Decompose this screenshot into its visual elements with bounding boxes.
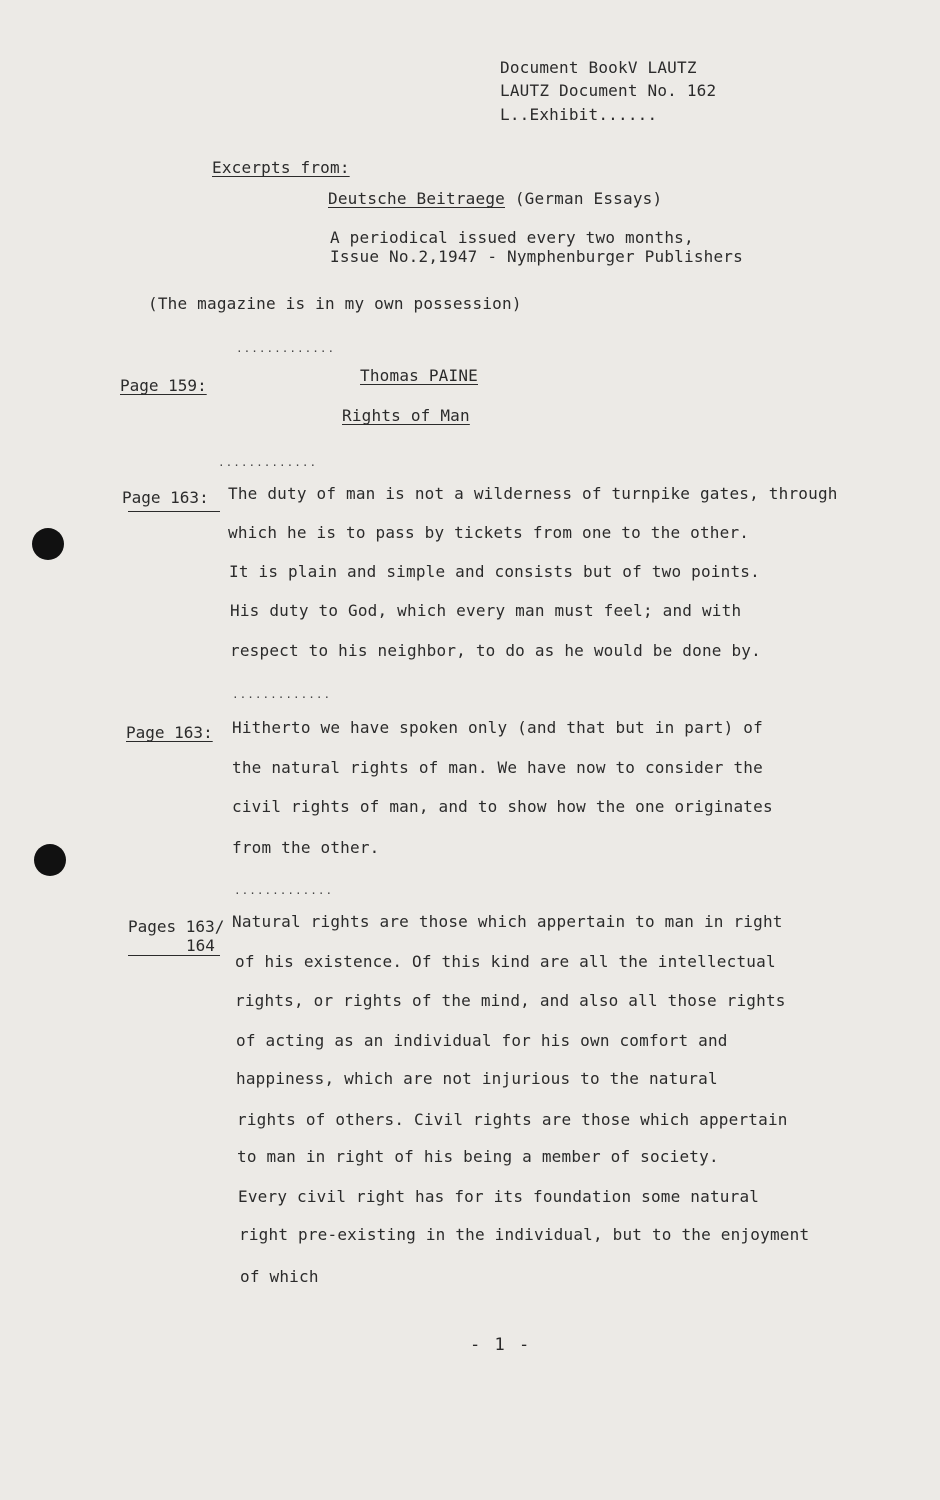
excerpt-3-line-9: right pre-existing in the individual, but to the enjoyment — [239, 1225, 810, 1244]
page-number: - 1 - — [470, 1335, 532, 1355]
excerpt-3-line-3: rights, or rights of the mind, and also all those rights — [235, 991, 786, 1010]
author-name: Thomas PAINE — [360, 366, 478, 385]
periodical-title-line — [328, 189, 662, 208]
page-label-159: Page 159: — [120, 376, 207, 395]
excerpt-2-line-3: civil rights of man, and to show how the one originates — [232, 797, 773, 816]
excerpt-3-line-6: rights of others. Civil rights are those which appertain — [237, 1110, 788, 1129]
excerpt-1-line-2: which he is to pass by tickets from one to the other. — [228, 523, 750, 542]
excerpt-3-label-continued: 164 — [186, 936, 215, 955]
periodical-title: Deutsche Beitraege — [328, 189, 505, 208]
excerpt-3-label: Pages 163/ — [128, 917, 225, 936]
periodical-description-1: A periodical issued every two months, — [330, 228, 694, 247]
periodical-title-translation: (German Essays) — [514, 189, 663, 208]
excerpt-2-line-2: the natural rights of man. We have now to consider the — [232, 758, 763, 777]
excerpt-3-line-8: Every civil right has for its foundation some natural — [238, 1187, 760, 1206]
excerpt-1-line-1: The duty of man is not a wilderness of turnpike gates, through — [228, 484, 838, 503]
excerpt-2-line-1: Hitherto we have spoken only (and that but in part) of — [232, 718, 763, 737]
separator-dots-1: ............. — [236, 342, 336, 355]
punch-hole-bottom — [34, 844, 66, 876]
excerpt-3-line-10: of which — [240, 1267, 319, 1286]
excerpt-1-label: Page 163: — [122, 488, 209, 507]
excerpt-3-line-5: happiness, which are not injurious to the natural — [236, 1069, 718, 1088]
excerpt-1-label-rule — [128, 511, 220, 512]
excerpt-3-label-rule — [128, 955, 220, 956]
excerpt-2-label: Page 163: — [126, 723, 213, 742]
excerpt-1-line-5: respect to his neighbor, to do as he would be done by. — [230, 641, 761, 660]
excerpt-3-line-4: of acting as an individual for his own comfort and — [236, 1031, 728, 1050]
exhibit-line: L..Exhibit...... — [500, 105, 658, 124]
excerpt-3-line-1: Natural rights are those which appertain to man in right — [232, 912, 783, 931]
doc-number-line: LAUTZ Document No. 162 — [500, 81, 717, 100]
possession-note: (The magazine is in my own possession) — [148, 294, 522, 313]
book-title: Rights of Man — [342, 406, 470, 425]
periodical-description-2: Issue No.2,1947 - Nymphenburger Publishers — [330, 247, 743, 266]
excerpts-heading: Excerpts from: — [212, 158, 350, 177]
excerpt-2-line-4: from the other. — [232, 838, 380, 857]
punch-hole-top — [32, 528, 64, 560]
excerpt-3-line-7: to man in right of his being a member of society. — [237, 1147, 719, 1166]
excerpt-1-line-3: It is plain and simple and consists but of two points. — [229, 562, 760, 581]
excerpt-3-line-2: of his existence. Of this kind are all the intellectual — [235, 952, 776, 971]
separator-dots-3: ............. — [232, 688, 332, 701]
separator-dots-4: ............. — [234, 884, 334, 897]
doc-book-line: Document BookV LAUTZ — [500, 58, 697, 77]
separator-dots-2: ............. — [218, 456, 318, 469]
excerpt-1-line-4: His duty to God, which every man must feel; and with — [230, 601, 742, 620]
